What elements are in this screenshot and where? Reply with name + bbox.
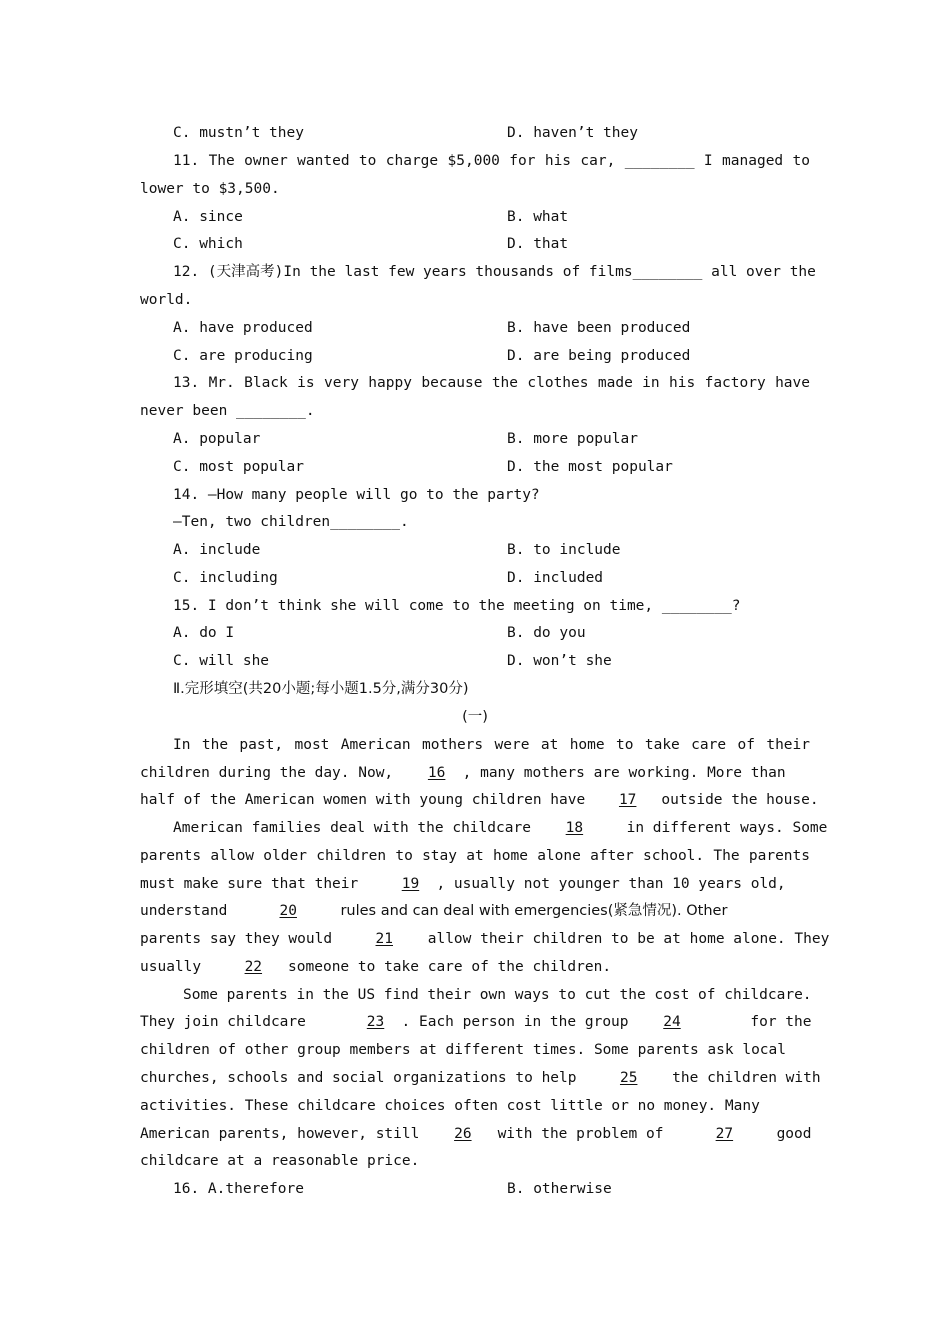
q14-reply: —Ten, two children________. — [173, 514, 409, 530]
q14-option-d: D. included — [507, 570, 604, 586]
q12-option-c: C. are producing — [173, 348, 313, 364]
q11-stem-cont: lower to $3,500. — [140, 181, 280, 197]
blank-23: 23 — [366, 1014, 385, 1030]
passage-p1-line1: In the past, most American mothers were at home to take care of their — [173, 737, 810, 753]
q15-option-a: A. do I — [173, 625, 235, 641]
text-run: for the — [750, 1014, 812, 1030]
text-run: They join childcare — [140, 1014, 306, 1030]
q11-option-d: D. that — [507, 236, 569, 252]
passage-p2-line1 — [173, 818, 828, 838]
q16-option-a: 16. A.therefore — [173, 1181, 304, 1197]
q12-option-b: B. have been produced — [507, 320, 691, 336]
q14-option-a: A. include — [173, 542, 261, 558]
q10-option-c: C. mustn’t they — [173, 125, 304, 141]
q14-stem: 14. —How many people will go to the party? — [173, 487, 540, 503]
blank-18: 18 — [565, 820, 584, 836]
text-run: someone to take care of the children. — [288, 959, 612, 975]
passage-p3-line3: children of other group members at different times. Some parents ask local — [140, 1042, 787, 1058]
text-run: good — [776, 1126, 812, 1142]
text-run: . Each person in the group — [401, 1014, 629, 1030]
passage-p2-line3 — [140, 874, 810, 894]
blank-24: 24 — [663, 1014, 681, 1030]
q12-stem: 12. (天津高考)In the last few years thousands of films________ all over the — [173, 264, 816, 280]
text-run: with the problem of — [497, 1126, 664, 1142]
text-run: usually — [140, 959, 202, 975]
q12-option-a: A. have produced — [173, 320, 313, 336]
q14-option-c: C. including — [173, 570, 278, 586]
text-run: rules and can deal with emergencies(紧急情况). Other — [340, 903, 728, 919]
q13-stem: 13. Mr. Black is very happy because the clothes made in his factory have — [173, 375, 810, 391]
text-run: American families deal with the childcare — [173, 820, 531, 836]
passage-p3-line2 — [140, 1012, 810, 1032]
blank-19: 19 — [401, 876, 420, 892]
text-run: outside the house. — [661, 792, 819, 808]
q10-option-d: D. haven’t they — [507, 125, 638, 141]
q13-option-c: C. most popular — [173, 459, 304, 475]
q13-option-d: D. the most popular — [507, 459, 673, 475]
q15-option-b: B. do you — [507, 625, 586, 641]
passage-p3-line4 — [140, 1068, 821, 1088]
q15-option-d: D. won’t she — [507, 653, 612, 669]
q11-option-b: B. what — [507, 209, 569, 225]
text-run: parents say they would — [140, 931, 333, 947]
blank-21: 21 — [375, 931, 393, 947]
passage-p3-line6 — [140, 1124, 810, 1144]
text-run: in different ways. Some — [626, 820, 828, 836]
text-run: American parents, however, still — [140, 1126, 420, 1142]
blank-26: 26 — [454, 1126, 472, 1142]
q14-option-b: B. to include — [507, 542, 621, 558]
passage-p2-line2: parents allow older children to stay at home alone after school. The parents — [140, 848, 810, 864]
passage-p3-line1: Some parents in the US find their own ways to cut the cost of childcare. — [183, 987, 812, 1003]
q11-option-c: C. which — [173, 236, 243, 252]
passage-p2-line4 — [140, 901, 810, 921]
q15-stem: 15. I don’t think she will come to the meeting on time, ________? — [173, 598, 741, 614]
passage-p2-line5 — [140, 929, 830, 949]
text-run: the children with — [672, 1070, 821, 1086]
q12-stem-cont: world. — [140, 292, 193, 308]
q13-stem-cont: never been ________. — [140, 403, 315, 419]
text-run: children during the day. Now, — [140, 765, 394, 781]
section-subheading: (一) — [462, 709, 488, 725]
q11-stem: 11. The owner wanted to charge $5,000 for his car, ________ I managed to — [173, 153, 810, 169]
blank-16: 16 — [427, 765, 446, 781]
q15-option-c: C. will she — [173, 653, 270, 669]
q11-option-a: A. since — [173, 209, 243, 225]
text-run: must make sure that their — [140, 876, 359, 892]
text-run: half of the American women with young children have — [140, 792, 586, 808]
text-run: churches, schools and social organizations to help — [140, 1070, 577, 1086]
passage-p2-line6 — [140, 957, 810, 977]
text-run: understand — [140, 903, 228, 919]
blank-25: 25 — [619, 1070, 638, 1086]
text-run: , many mothers are working. More than — [462, 765, 786, 781]
text-run: allow their children to be at home alone. They — [427, 931, 830, 947]
passage-p3-line5: activities. These childcare choices often cost little or no money. Many — [140, 1098, 760, 1114]
blank-22: 22 — [244, 959, 263, 975]
blank-20: 20 — [279, 903, 297, 919]
passage-p1-line2 — [140, 763, 810, 783]
q12-option-d: D. are being produced — [507, 348, 691, 364]
blank-27: 27 — [715, 1126, 734, 1142]
q13-option-a: A. popular — [173, 431, 261, 447]
q13-option-b: B. more popular — [507, 431, 638, 447]
passage-p3-line7: childcare at a reasonable price. — [140, 1153, 420, 1169]
q16-option-b: B. otherwise — [507, 1181, 612, 1197]
passage-p1-line3 — [140, 790, 819, 810]
text-run: , usually not younger than 10 years old, — [436, 876, 786, 892]
blank-17: 17 — [618, 792, 637, 808]
section-heading: Ⅱ.完形填空(共20小题;每小题1.5分,满分30分) — [173, 681, 469, 697]
